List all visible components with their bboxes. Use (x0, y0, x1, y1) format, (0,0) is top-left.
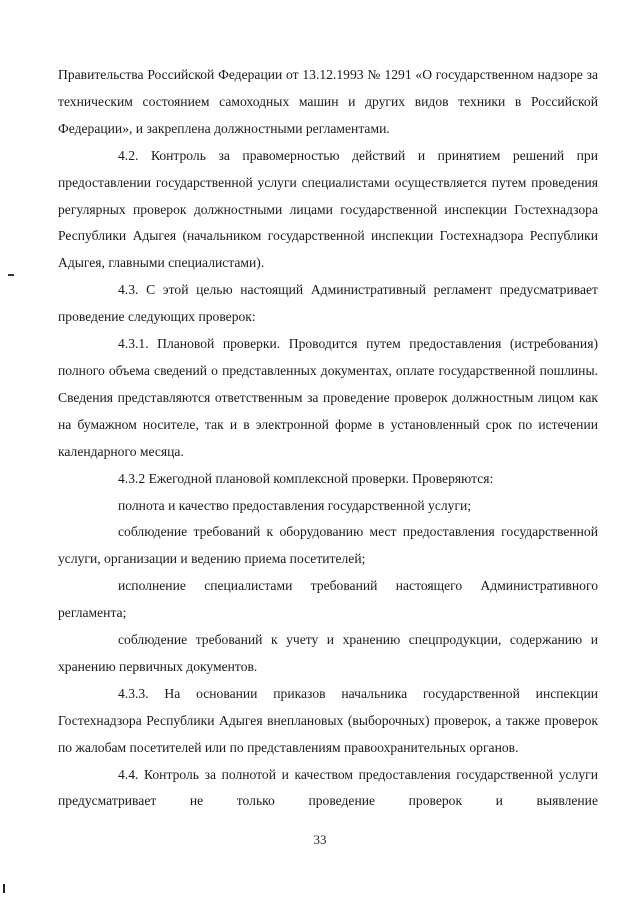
page-number: 33 (313, 832, 327, 847)
paragraph-4-3: 4.3. С этой целью настоящий Административный регламент предусматривает проведение следующих проверок: (58, 282, 598, 325)
list-item-quality: полнота и качество предоставления государственной услуги; (118, 497, 472, 513)
margin-tick-mark (3, 884, 5, 893)
document-page (58, 62, 598, 815)
paragraph-4-3-2: 4.3.2 Ежегодной плановой комплексной проверки. Проверяются: (118, 470, 494, 486)
paragraph-4-4: 4.4. Контроль за полнотой и качеством предоставления государственной услуги предусматривает не только проведение проверок и выявление (58, 766, 598, 809)
list-item-accounting: соблюдение требований к учету и хранению спецпродукции, содержанию и хранению первичных документов. (58, 632, 598, 674)
paragraph-4-2: 4.2. Контроль за правомерностью действий и принятием решений при предоставлении государственной услуги специалистами осуществляется путем проведения регулярных проверок должностными лицами государственной инспекции Гостехнадзора Республики Адыгея (начальником государственной инспекции Гостехнадзора Республики Адыгея, главными специалистами). (58, 147, 598, 271)
margin-dash-mark (8, 274, 14, 276)
paragraph-continuation: Правительства Российской Федерации от 13.12.1993 № 1291 «О государственном надзоре за техническим состоянием самоходных машин и других видов техники в Российской Федерации», и закреплена должностными регламентами. (58, 67, 598, 136)
list-item-equipment: соблюдение требований к оборудованию мест предоставления государственной услуги, организации и ведению приема посетителей; (58, 524, 598, 567)
paragraph-4-3-3: 4.3.3. На основании приказов начальника государственной инспекции Гостехнадзора Республики Адыгея внеплановых (выборочных) проверок, а также проверок по жалобам посетителей или по представлениям правоохранительных органов. (58, 685, 598, 755)
paragraph-4-3-1: 4.3.1. Плановой проверки. Проводится путем предоставления (истребования) полного объема сведений о представленных документах, оплате государственной пошлины. Сведения представляются ответственным за проведение проверок должностным лицом как на бумажном носителе, так и в электронной форме в установленный срок по истечении календарного месяца. (58, 336, 598, 459)
list-item-requirements: исполнение специалистами требований настоящего Административного регламента; (58, 578, 598, 621)
